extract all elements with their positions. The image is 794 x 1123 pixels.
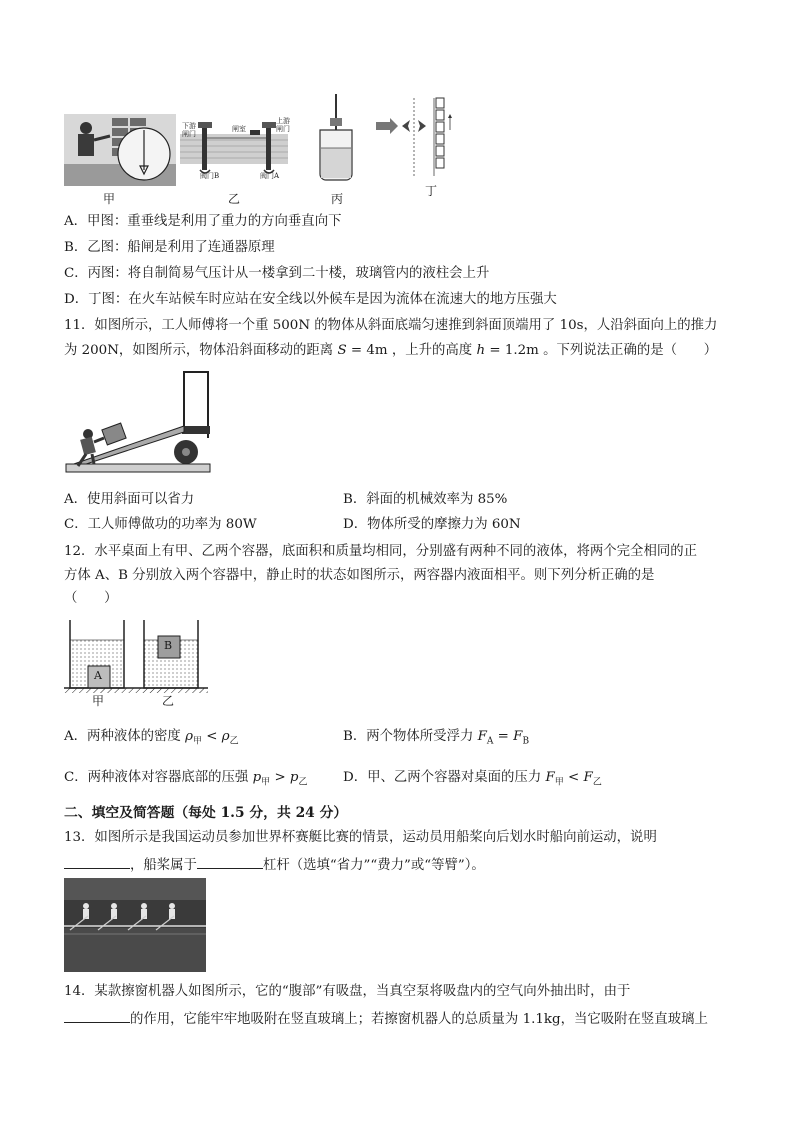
q12-block-a-label: A [94, 669, 102, 682]
figure-ding-safety-line [374, 94, 458, 186]
q10-option-b: B．乙图：船闸是利用了连通器原理 [64, 240, 275, 255]
q13-stem-part-a: ，船桨属于 [130, 858, 197, 873]
q11-stem-part-b: ，上升的高度 [391, 343, 473, 358]
q13-stem-part-b: 杠杆（选填“省力”“费力”或“等臂”）。 [262, 858, 485, 873]
force-symbol: F [477, 729, 487, 744]
section-2-heading: 二、填空及简答题（每处 1.5 分，共 24 分） [64, 805, 348, 821]
force-symbol: F [513, 729, 523, 744]
pressure-symbol: p [289, 770, 299, 785]
q10-option-a: A．甲图：重垂线是利用了重力的方向垂直向下 [64, 214, 342, 229]
subscript: 乙 [229, 736, 239, 747]
q10-option-c: C．丙图：将自制简易气压计从一楼拿到二十楼，玻璃管内的液柱会上升 [64, 266, 490, 281]
pressure-symbol: p [252, 770, 262, 785]
q13-blank-2[interactable] [197, 854, 263, 869]
caption-yi: 乙 [227, 192, 240, 206]
q13-blank-1[interactable] [64, 854, 130, 869]
q11-stem-line2 [64, 341, 717, 361]
figure-q12-containers [64, 616, 214, 694]
subscript: 甲 [192, 736, 202, 747]
subscript: B [522, 736, 530, 747]
figure-q13-rowing [64, 878, 206, 972]
q13-stem-line1: 13．如图所示是我国运动员参加世界杯赛艇比赛的情景，运动员用船桨向后划水时船向前运动，说明 [64, 830, 657, 845]
caption-bing: 丙 [330, 192, 343, 206]
q14-blank-1[interactable] [64, 1008, 130, 1023]
operator: > [270, 770, 290, 785]
q12-option-d [343, 768, 602, 793]
q12-stem-line1: 12．水平桌面上有甲、乙两个容器，底面积和质量均相同，分别盛有两种不同的液体，将两个完全相同的正 [64, 544, 698, 559]
q14-stem-line2 [64, 1008, 708, 1030]
yi-label-valve-a: 阀门A [260, 172, 280, 180]
q11-stem-line1: 11．如图所示，工人师傅将一个重 500N 的物体从斜面底端匀速推到斜面顶端用了 10s，人沿斜面向上的推力 [64, 318, 718, 333]
q12-label-yi: 乙 [162, 694, 175, 708]
q11-option-b: B．斜面的机械效率为 85% [343, 492, 508, 507]
q11-h-variable: h [476, 343, 486, 358]
operator: = [493, 729, 514, 744]
q12-option-b [343, 727, 529, 752]
q11-h-value: = 1.2m [489, 343, 539, 358]
figure-jia-plumb-line [64, 114, 176, 186]
figure-row-q10 [64, 92, 464, 206]
operator: < [563, 770, 584, 785]
q12-block-b-label: B [164, 639, 173, 652]
rho-symbol: ρ [221, 729, 230, 744]
figure-bing-barometer [308, 92, 364, 184]
subscript: 甲 [261, 777, 271, 788]
q11-option-a: A．使用斜面可以省力 [64, 492, 195, 507]
q12-label-jia: 甲 [92, 694, 105, 708]
q11-option-d: D．物体所受的摩擦力为 60N [343, 517, 521, 532]
force-symbol: F [583, 770, 593, 785]
yi-label-left-valve: 下游 闸门 [182, 122, 196, 138]
q10-option-d: D．丁图：在火车站候车时应站在安全线以外候车是因为流体在流速大的地方压强大 [64, 292, 557, 307]
yi-label-valve-b: 阀门B [200, 172, 220, 180]
q11-s-variable: S [337, 343, 347, 358]
q11-stem-part-a: 为 200N，如图所示，物体沿斜面移动的距离 [64, 343, 334, 358]
figure-q11-incline [64, 368, 214, 474]
subscript: 乙 [592, 777, 602, 788]
q12-option-c-text: C．两种液体对容器底部的压强 [64, 770, 249, 785]
caption-ding: 丁 [424, 184, 437, 198]
caption-jia: 甲 [102, 192, 115, 206]
yi-label-right-valve: 上游 闸门 [276, 117, 290, 133]
q11-option-c: C．工人师傅做功的功率为 80W [64, 517, 257, 532]
subscript: 乙 [298, 777, 308, 788]
q12-option-a [64, 727, 239, 752]
operator: < [201, 729, 222, 744]
q14-stem-part: 的作用，它能牢牢地吸附在竖直玻璃上；若擦窗机器人的总质量为 1.1kg，当它吸附在竖直玻璃上 [130, 1012, 708, 1027]
q12-stem-line3: （ ） [64, 591, 118, 606]
rho-symbol: ρ [185, 729, 193, 744]
q11-stem-part-c: 。下列说法正确的是（ ） [543, 343, 718, 358]
q13-stem-line2 [64, 854, 485, 876]
q12-option-b-text: B．两个物体所受浮力 [343, 729, 474, 744]
q14-stem-line1: 14．某款擦窗机器人如图所示，它的“腹部”有吸盘，当真空泵将吸盘内的空气向外抽出时，由于 [64, 984, 631, 999]
yi-label-chamber: 闸室 [232, 125, 246, 133]
q11-s-value: = 4m [350, 343, 388, 358]
q12-stem-line2: 方体 A、B 分别放入两个容器中，静止时的状态如图所示，两容器内液面相平。则下列分析正确的是 [64, 568, 655, 583]
q12-option-d-text: D．甲、乙两个容器对桌面的压力 [343, 770, 542, 785]
force-symbol: F [545, 770, 555, 785]
subscript: A [486, 736, 494, 747]
q12-option-c [64, 768, 308, 793]
subscript: 甲 [554, 777, 564, 788]
q12-option-a-text: A．两种液体的密度 [64, 729, 181, 744]
